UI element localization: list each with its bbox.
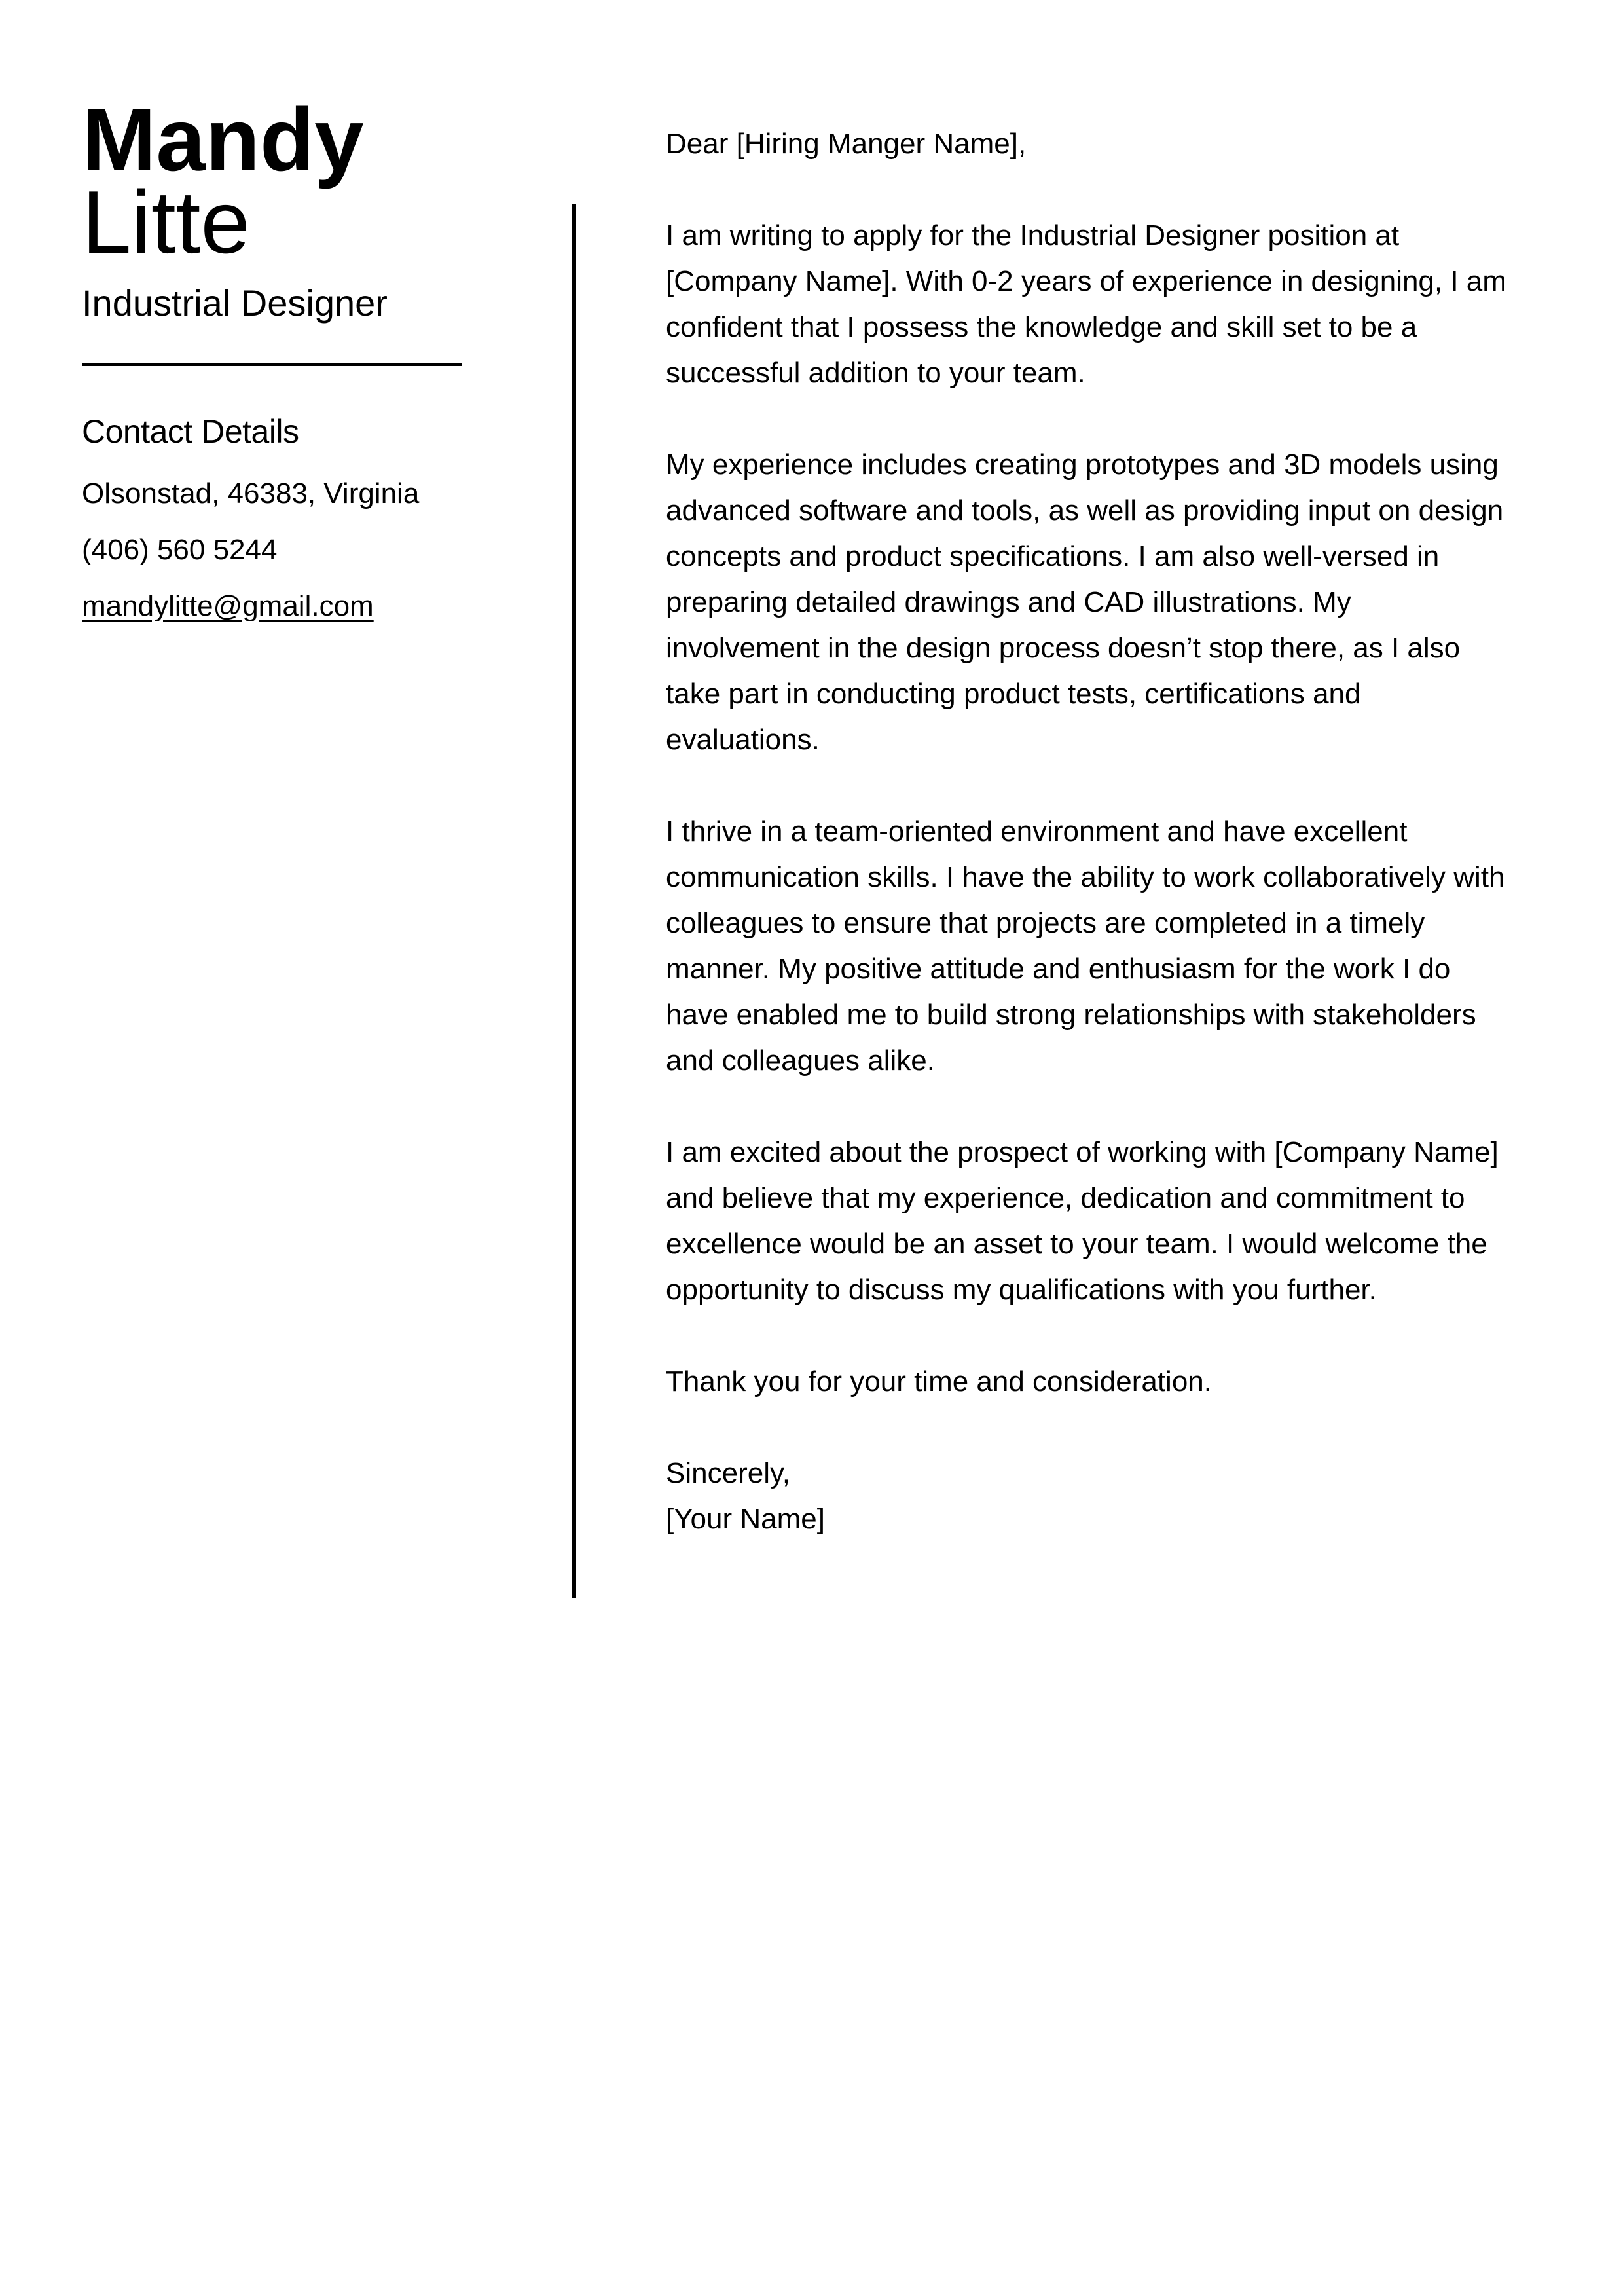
contact-details-heading: Contact Details [82, 413, 299, 450]
letter-closing: Sincerely, [666, 1457, 790, 1489]
letter-paragraph: Thank you for your time and consideration. [666, 1365, 1213, 1398]
candidate-name [82, 90, 501, 272]
letter-paragraph: I thrive in a team-oriented environment and have excellent communication skills. I have the ability to work collaboratively with colleagues to ensure that projects are completed in a timely manner. My positive attitude and enthusiasm for the work I do have enabled me to build strong relationships with stakeholders and colleagues alike. [666, 815, 1505, 1077]
last-name: Litte [82, 172, 251, 272]
first-name: Mandy [82, 90, 364, 189]
sidebar-divider [82, 363, 462, 366]
contact-phone: (406) 560 5244 [82, 534, 278, 566]
contact-address: Olsonstad, 46383, Virginia [82, 477, 420, 509]
contact-email-link[interactable]: mandylitte@gmail.com [82, 590, 374, 622]
letter-signature: [Your Name] [666, 1503, 825, 1535]
column-divider [572, 204, 576, 1598]
contact-list [82, 466, 501, 635]
job-title: Industrial Designer [82, 282, 388, 324]
letter-paragraph: My experience includes creating prototypes and 3D models using advanced software and tools, as well as providing input on design concepts and product specifications. I am also well-versed in preparing detailed drawings and CAD illustrations. My involvement in the design process doesn’t stop there, as I also take part in conducting product tests, certifications and evaluations. [666, 449, 1504, 756]
letter-paragraph: I am excited about the prospect of working with [Company Name] and believe that my experience, dedication and commitment to excellence would be an asset to your team. I would welcome the opportunity to discuss my qualifications with you further. [666, 1136, 1499, 1306]
letter-closing-block [666, 1451, 1510, 1542]
letter-paragraph: I am writing to apply for the Industrial Designer position at [Company Name]. With 0-2 years of experience in designing, I am confident that I possess the knowledge and skill set to be a successful addition to your team. [666, 219, 1506, 389]
letter-salutation: Dear [Hiring Manger Name], [666, 128, 1027, 160]
letter-body [666, 121, 1510, 1542]
sidebar [82, 90, 501, 635]
